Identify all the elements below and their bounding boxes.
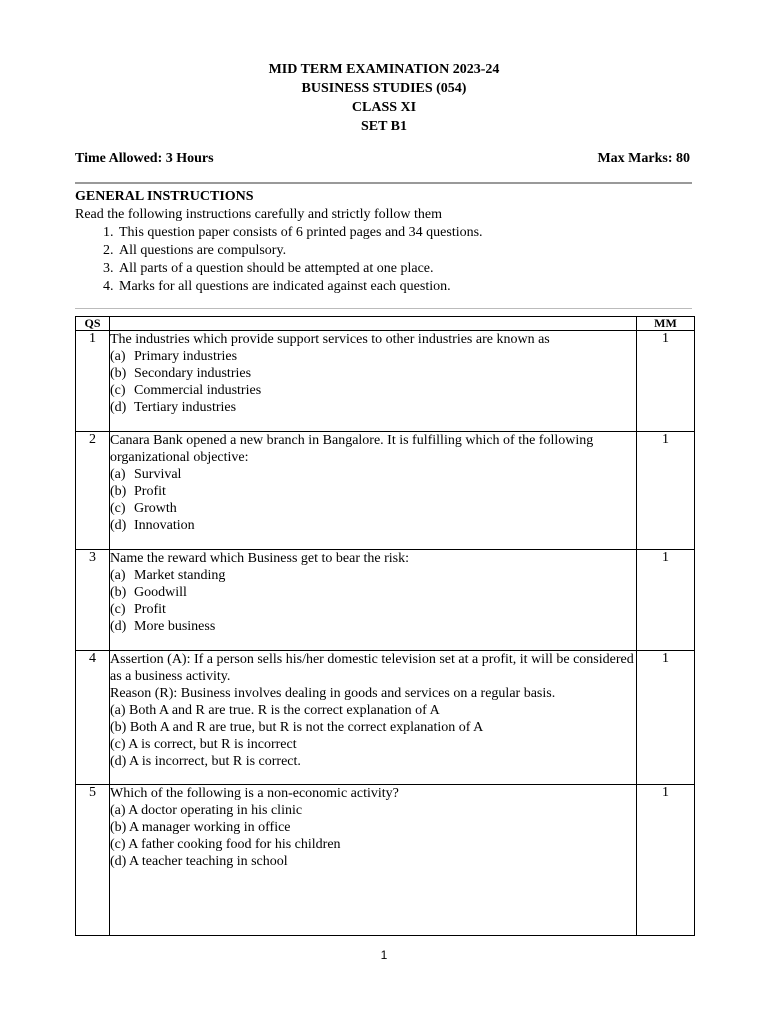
option-label: (c) <box>110 501 126 516</box>
option-label: (d) <box>110 619 127 634</box>
assertion-text: Assertion (A): If a person sells his/her domestic television set at a profit, it will be considered as a business activity. <box>110 652 634 684</box>
option <box>110 483 636 500</box>
option-label: (a) <box>110 568 126 583</box>
qs-header: QS <box>76 317 110 331</box>
time-allowed: Time Allowed: 3 Hours <box>75 151 214 166</box>
option-text: Profit <box>134 484 166 499</box>
subject-title: BUSINESS STUDIES (054) <box>301 81 467 96</box>
table-row <box>76 331 695 432</box>
instructions-list <box>75 224 690 296</box>
question-marks: 1 <box>637 785 695 936</box>
option <box>110 601 636 618</box>
divider-bottom <box>75 308 692 309</box>
set-title: SET B1 <box>360 119 408 134</box>
option <box>110 348 636 365</box>
question-cell <box>110 550 637 651</box>
questions-table <box>75 316 695 936</box>
reason-text: Reason (R): Business involves dealing in goods and services on a regular basis. <box>110 686 556 701</box>
page-number: 1 <box>380 948 388 962</box>
option-text: Primary industries <box>134 349 238 364</box>
question-cell <box>110 785 637 936</box>
question-number: 4 <box>76 651 110 785</box>
option-text: Commercial industries <box>134 383 262 398</box>
question-marks: 1 <box>637 550 695 651</box>
option-text: Profit <box>134 602 166 617</box>
option <box>110 466 636 483</box>
option: (b) Both A and R are true, but R is not the correct explanation of A <box>110 720 484 735</box>
option-label: (d) <box>110 518 127 533</box>
mm-header: MM <box>637 317 695 331</box>
question-number: 1 <box>76 331 110 432</box>
option: (b) A manager working in office <box>110 820 291 835</box>
question-marks: 1 <box>637 651 695 785</box>
question-text: Which of the following is a non-economic activity? <box>110 786 399 801</box>
question-text: The industries which provide support services to other industries are known as <box>110 332 550 347</box>
instruction-item: 1. This question paper consists of 6 printed pages and 34 questions. <box>117 224 690 242</box>
table-row <box>76 550 695 651</box>
max-marks: Max Marks: 80 <box>597 151 690 166</box>
instruction-item: 2. All questions are compulsory. <box>117 242 690 260</box>
option: (a) Both A and R are true. R is the correct explanation of A <box>110 703 440 718</box>
table-row <box>76 785 695 936</box>
option: (d) A teacher teaching in school <box>110 854 288 869</box>
question-number: 3 <box>76 550 110 651</box>
option: (c) A is correct, but R is incorrect <box>110 737 297 752</box>
option <box>110 500 636 517</box>
option: (a) A doctor operating in his clinic <box>110 803 303 818</box>
option-text: Market standing <box>134 568 226 583</box>
option-label: (c) <box>110 383 126 398</box>
instruction-item: 4. Marks for all questions are indicated against each question. <box>117 278 690 296</box>
option <box>110 567 636 584</box>
question-number: 5 <box>76 785 110 936</box>
instructions-intro: Read the following instructions carefully and strictly follow them <box>75 207 443 222</box>
table-header-row <box>76 317 695 331</box>
option-text: More business <box>134 619 216 634</box>
question-text: Name the reward which Business get to bear the risk: <box>110 551 409 566</box>
option <box>110 382 636 399</box>
question-cell <box>110 331 637 432</box>
option-text: Tertiary industries <box>134 400 237 415</box>
general-instructions <box>75 187 690 296</box>
option-label: (b) <box>110 366 127 381</box>
question-number: 2 <box>76 432 110 550</box>
table-row <box>76 651 695 785</box>
instructions-heading: GENERAL INSTRUCTIONS <box>75 189 254 204</box>
option-label: (b) <box>110 585 127 600</box>
question-cell <box>110 651 637 785</box>
option-text: Survival <box>134 467 182 482</box>
table-row <box>76 432 695 550</box>
option-label: (d) <box>110 400 127 415</box>
option-label: (b) <box>110 484 127 499</box>
option-text: Growth <box>134 501 177 516</box>
option-label: (a) <box>110 467 126 482</box>
question-cell <box>110 432 637 550</box>
option: (c) A father cooking food for his children <box>110 837 341 852</box>
question-marks: 1 <box>637 432 695 550</box>
exam-header <box>0 60 768 136</box>
option-label: (c) <box>110 602 126 617</box>
option <box>110 618 636 635</box>
option-label: (a) <box>110 349 126 364</box>
question-header <box>110 317 637 331</box>
exam-title: MID TERM EXAMINATION 2023-24 <box>268 62 500 77</box>
question-text: Canara Bank opened a new branch in Bangalore. It is fulfilling which of the following organizational objective: <box>110 433 594 465</box>
option-text: Innovation <box>134 518 195 533</box>
exam-meta <box>75 151 690 167</box>
option <box>110 584 636 601</box>
question-marks: 1 <box>637 331 695 432</box>
option <box>110 517 636 534</box>
option-text: Goodwill <box>134 585 187 600</box>
option: (d) A is incorrect, but R is correct. <box>110 754 301 769</box>
option <box>110 399 636 416</box>
option-text: Secondary industries <box>134 366 252 381</box>
divider-top <box>75 182 692 184</box>
class-title: CLASS XI <box>351 100 417 115</box>
option <box>110 365 636 382</box>
instruction-item: 3. All parts of a question should be attempted at one place. <box>117 260 690 278</box>
